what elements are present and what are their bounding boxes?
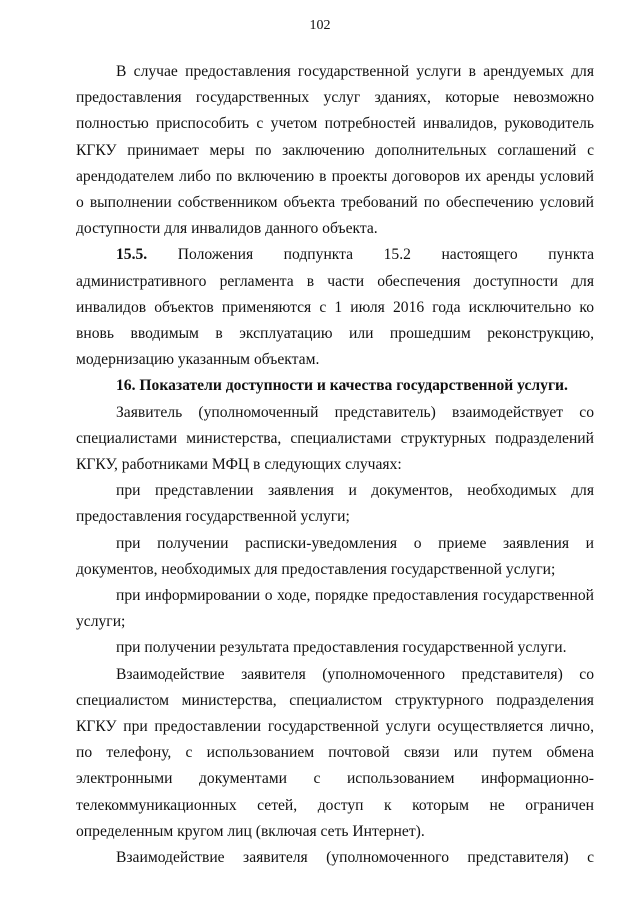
paragraph-text: при получении результата предоставления государственной услуги. [116,639,567,657]
paragraph [76,478,594,530]
paragraph-text: при получении расписки-уведомления о приеме заявления и документов, необходимых для предоставления государственной услуги; [76,534,594,578]
section-heading-text: 16. Показатели доступности и качества государственной услуги. [116,377,568,395]
paragraph [76,59,594,242]
section-heading [76,373,594,399]
paragraph-text: В случае предоставления государственной услуги в арендуемых для предоставления государственных услуг зданиях, которые невозможно полностью приспособить с учетом потребностей инвалидов, руководитель КГКУ принимает меры по заключению дополнительных соглашений с арендодателем либо по включению в проекты договоров их аренды условий о выполнении собственником объекта требований по обеспечению условий доступности для инвалидов данного объекта. [76,63,594,238]
paragraph [76,845,594,871]
paragraph [76,662,594,845]
paragraph [76,400,594,479]
paragraph [76,635,594,661]
paragraph-text: Взаимодействие заявителя (уполномоченного представителя) с [116,849,594,867]
paragraph [76,242,594,373]
paragraph-text: при информировании о ходе, порядке предоставления государственной услуги; [76,587,594,631]
paragraph [76,531,594,583]
paragraph [76,583,594,635]
paragraph-number: 15.5. [116,246,148,264]
paragraph-text: Положения подпункта 15.2 настоящего пункта административного регламента в части обеспечения доступности для инвалидов объектов применяются с 1 июля 2016 года исключительно ко вновь вводимым в эксплуатацию или прошедшим реконструкцию, модернизацию указанным объектам. [76,246,594,369]
paragraph-text: при представлении заявления и документов, необходимых для предоставления государственной услуги; [76,482,594,526]
paragraph-text: Взаимодействие заявителя (уполномоченного представителя) со специалистом министерства, специалистом структурного подразделения КГКУ при предоставлении государственной услуги осуществляется лично, по телефону, с использованием почтовой связи или путем обмена электронными документами с использованием информационно-телекоммуникационных сетей, доступ к которым не ограничен определенным кругом лиц (включая сеть Интернет). [76,665,594,840]
paragraph-text: Заявитель (уполномоченный представитель) взаимодействует со специалистами министерства, специалистами структурных подразделений КГКУ, работниками МФЦ в следующих случаях: [76,403,594,474]
document-body [76,59,594,871]
page-number: 102 [309,18,331,33]
